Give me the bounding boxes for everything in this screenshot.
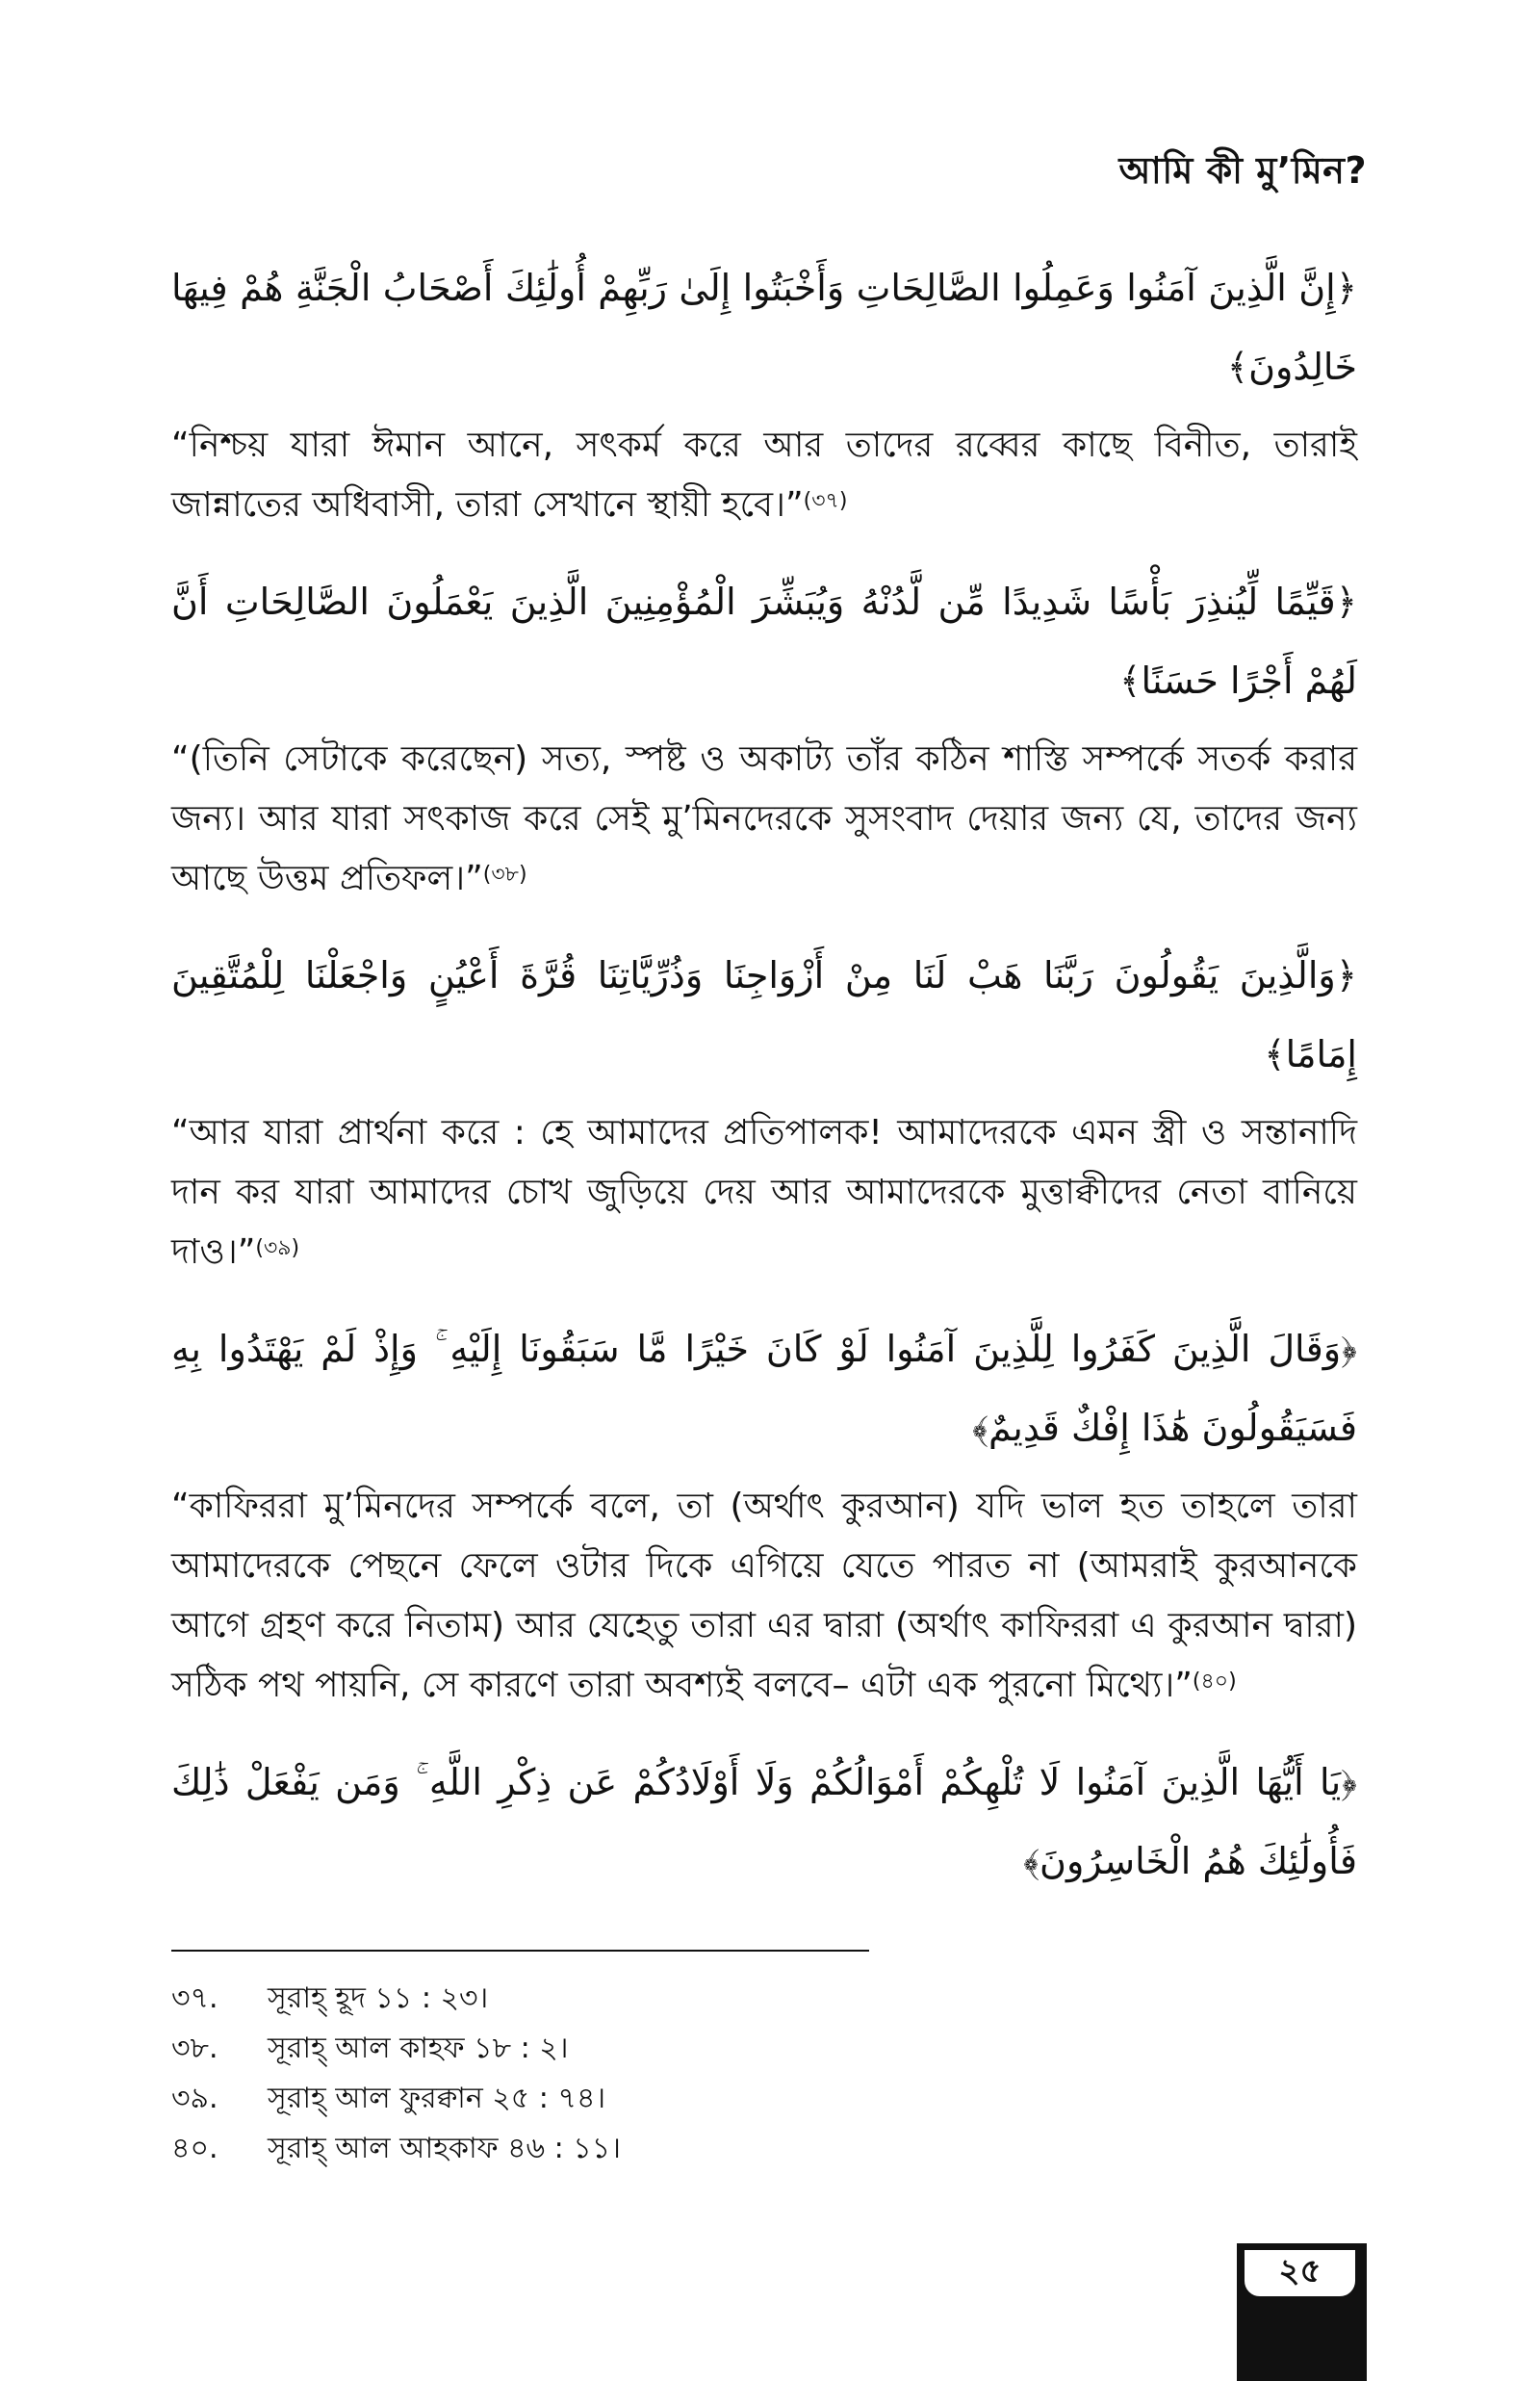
arabic-verse-1: ﴿إِنَّ الَّذِينَ آمَنُوا وَعَمِلُوا الصَّالِحَاتِ وَأَخْبَتُوا إِلَىٰ رَبِّهِمْ أُولَٰئِكَ أَصْحَابُ الْجَنَّةِ هُمْ فِيهَا خَالِدُونَ﴾ (171, 267, 1357, 388)
arabic-verse-5: ﴿يَا أَيُّهَا الَّذِينَ آمَنُوا لَا تُلْهِكُمْ أَمْوَالُكُمْ وَلَا أَوْلَادُكُمْ عَن ذِكْرِ اللَّهِ ۚ وَمَن يَفْعَلْ ذَٰلِكَ فَأُولَٰئِكَ هُمُ الْخَاسِرُونَ﴾ (171, 1761, 1357, 1882)
translation-1 (171, 416, 1357, 535)
footnote-item (171, 2074, 621, 2124)
page-number: ২৫ (1243, 2248, 1357, 2298)
footnote-item (171, 1974, 621, 2024)
translation-4 (171, 1477, 1357, 1716)
footnote-ref[interactable]: (৪০) (1192, 1669, 1237, 1694)
footnote-text: সূরাহ্ হূদ ১১ : ২৩। (268, 1981, 489, 2015)
footnote-text: সূরাহ্ আল ফুরক্বান ২৫ : ৭৪। (268, 2082, 606, 2115)
footnote-ref[interactable]: (৩৭) (803, 489, 848, 513)
footnote-ref[interactable]: (৩৯) (255, 1236, 300, 1260)
footnote-divider (171, 1950, 869, 1952)
footnote-item (171, 2124, 621, 2174)
main-text (171, 248, 1357, 1910)
translation-text: “নিশ্চয় যারা ঈমান আনে, সৎকর্ম করে আর তাদের রব্বের কাছে বিনীত, তারাই জান্নাতের অধিবাসী, তারা সেখানে স্থায়ী হবে।” (171, 426, 1357, 525)
footnote-ref[interactable]: (৩৮) (482, 863, 527, 887)
translation-text: “আর যারা প্রার্থনা করে : হে আমাদের প্রতিপালক! আমাদেরকে এমন স্ত্রী ও সন্তানাদি দান কর যারা আমাদের চোখ জুড়িয়ে দেয় আর আমাদেরকে মুত্তাক্বীদের নেতা বানিয়ে দাও।” (171, 1113, 1357, 1272)
arabic-verse-2: ﴿قَيِّمًا لِّيُنذِرَ بَأْسًا شَدِيدًا مِّن لَّدُنْهُ وَيُبَشِّرَ الْمُؤْمِنِينَ الَّذِينَ يَعْمَلُونَ الصَّالِحَاتِ أَنَّ لَهُمْ أَجْرًا حَسَنًا﴾ (171, 581, 1357, 702)
translation-3 (171, 1103, 1357, 1282)
footnote-number: ৩৭. (171, 1981, 218, 2015)
translation-text: “কাফিররা মু’মিনদের সম্পর্কে বলে, তা (অর্থাৎ কুরআন) যদি ভাল হত তাহলে তারা আমাদেরকে পেছনে ফেলে ওটার দিকে এগিয়ে যেতে পারত না (আমরাই কুরআনকে আগে গ্রহণ করে নিতাম) আর যেহেতু তারা এর দ্বারা (অর্থাৎ কাফিররা এ কুরআন দ্বারা) সঠিক পথ পায়নি, সে কারণে তারা অবশ্যই বলবে– এটা এক পুরনো মিথ্যে।” (171, 1487, 1357, 1705)
arabic-verse-4: ﴿وَقَالَ الَّذِينَ كَفَرُوا لِلَّذِينَ آمَنُوا لَوْ كَانَ خَيْرًا مَّا سَبَقُونَا إِلَيْهِ ۚ وَإِذْ لَمْ يَهْتَدُوا بِهِ فَسَيَقُولُونَ هَٰذَا إِفْكٌ قَدِيمٌ﴾ (171, 1328, 1357, 1449)
translation-2 (171, 730, 1357, 909)
footnote-text: সূরাহ্ আল কাহফ ১৮ : ২। (268, 2032, 569, 2065)
footnote-text: সূরাহ্ আল আহকাফ ৪৬ : ১১। (268, 2132, 621, 2165)
footnote-number: ৩৯. (171, 2082, 218, 2115)
footnote-number: ৪০. (171, 2132, 218, 2165)
running-head: আমি কী মু’মিন? (1118, 149, 1367, 192)
footnote-item (171, 2024, 621, 2074)
arabic-verse-3: ﴿وَالَّذِينَ يَقُولُونَ رَبَّنَا هَبْ لَنَا مِنْ أَزْوَاجِنَا وَذُرِّيَّاتِنَا قُرَّةَ أَعْيُنٍ وَاجْعَلْنَا لِلْمُتَّقِينَ إِمَامًا﴾ (171, 954, 1357, 1075)
footnote-number: ৩৮. (171, 2032, 218, 2065)
footnotes (171, 1974, 621, 2174)
translation-text: “(তিনি সেটাকে করেছেন) সত্য, স্পষ্ট ও অকাট্য তাঁর কঠিন শাস্তি সম্পর্কে সতর্ক করার জন্য। আর যারা সৎকাজ করে সেই মু’মিনদেরকে সুসংবাদ দেয়ার জন্য যে, তাদের জন্য আছে উত্তম প্রতিফল।” (171, 739, 1357, 898)
